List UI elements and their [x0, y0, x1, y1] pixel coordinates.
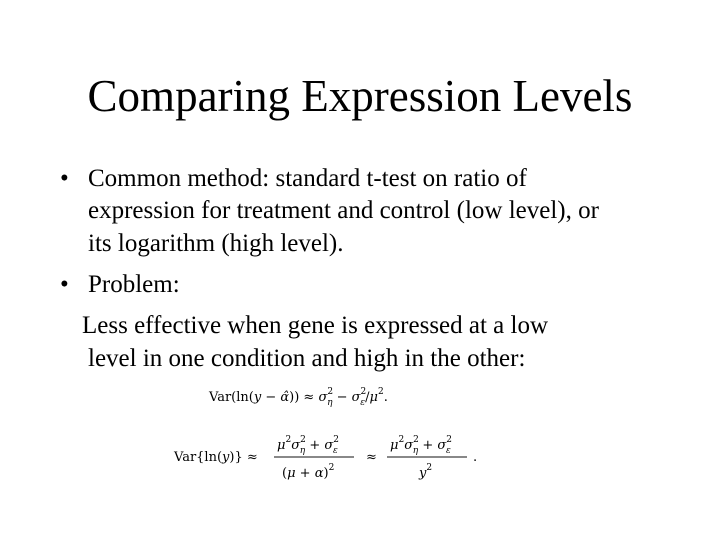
- svg-text:.: .: [473, 450, 478, 465]
- svg-text:Var(ln(y − α̂)) ≈ σ2η − σ2ε/μ2: Var(ln(y − α̂)) ≈ $\sigma^2$ $\eta - \sigma^2$ $\varepsilon/\mu^2$.: [209, 387, 388, 408]
- formula-1-svg: [209, 380, 449, 410]
- bullet-1-line-2: expression for treatment and control (low level), or: [88, 197, 599, 224]
- svg-text:(μ + α)2: $(\mu + \alpha)^2$: [282, 463, 335, 481]
- svg-text:≈: ≈: [366, 450, 377, 465]
- slide-title: Comparing Expression Levels: [87, 71, 633, 121]
- formula-variance-log: [174, 428, 484, 492]
- bullet-2-line-1: Problem:: [88, 271, 180, 298]
- bullet-1-line-3: its logarithm (high level).: [88, 230, 344, 257]
- svg-text:Var{ln(y)} ≈: Var{ln(y)} ≈: [174, 450, 258, 465]
- svg-text:y2: $y^2$: [419, 463, 433, 481]
- bullet-2-line-3: level in one condition and high in the other:: [88, 345, 526, 372]
- bullet-1-line-1: Common method: standard t-test on ratio of: [88, 165, 527, 192]
- bullet-marker-1: •: [60, 165, 69, 192]
- formula-2-svg: [174, 428, 484, 488]
- formula-variance-log-shifted: [209, 380, 449, 414]
- svg-text:μ2σ2η + σ2ε: $\mu^2\sigma^2$ $\eta + \sigma^2$ ε: [390, 435, 452, 456]
- svg-text:μ2σ2η + σ2ε: $\mu^2\sigma^2$ $\eta + \sigma^2$ ε: [277, 435, 339, 456]
- bullet-marker-2: •: [60, 271, 69, 298]
- bullet-2-line-2: Less effective when gene is expressed at a low: [82, 312, 549, 339]
